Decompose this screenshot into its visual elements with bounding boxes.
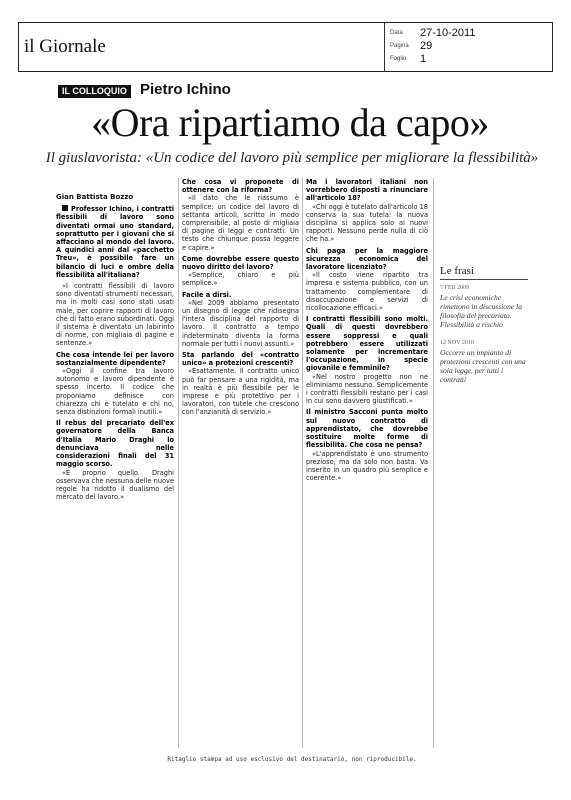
question: Che cosa intende lei per lavoro sostanzialmente dipendente? <box>56 350 174 367</box>
paragraph: «Esattamente. Il contratto unico può far pensare a una rigidità, ma in realtà è più flessibile per le imprese e più protettivo per i lavoratori, con tutele che crescono con l'anzianità di servizio.» <box>182 367 299 417</box>
question: Sta parlando del «contratto unico» a protezioni crescenti? <box>182 351 299 368</box>
meta-key: Pagina <box>390 42 409 49</box>
sidebar-quote <box>440 284 528 329</box>
question: Il ministro Sacconi punta molto sul nuovo contratto di apprendistato, che dovrebbe sostituire molte forme di flessibilità. Che cosa ne pensa? <box>306 408 428 450</box>
subheadline: Il giuslavorista: «Un codice del lavoro più semplice per migliorare la flessibilità» <box>45 150 539 166</box>
question: Che cosa vi proponete di ottenere con la riforma? <box>182 178 299 195</box>
meta-key: Foglio <box>390 55 407 62</box>
paragraph: «Chi oggi è tutelato dall'articolo 18 conserva la sua tutela: la nuova disciplina si applica solo ai nuovi rapporti. Nessuno perde nulla di ciò che ha.» <box>306 202 428 244</box>
quote-text: Le crisi economiche rimettono in discussione la filosofia del precariato. Flessibilità a rischio <box>440 293 523 329</box>
paragraph: «Nel nostro progetto non ne eliminiamo nessuno. Semplicemente i contratti flessibili restano per i casi in cui sono davvero giustificati.» <box>306 372 428 406</box>
meta-page-value: 29 <box>420 39 433 52</box>
quote-date: 7 FEB 2009 <box>440 285 470 291</box>
meta-row-page <box>390 39 475 52</box>
column-rule <box>433 178 434 748</box>
paragraph: «Il costo viene ripartito tra impresa e sistema pubblico, con un trattamento complementare di disoccupazione e servizi di ricollocazione efficaci.» <box>306 271 428 313</box>
lead-text: Professor Ichino, i contratti flessibili di lavoro sono diventati ormai uno standard, soprattutto per i giovani che si affacciano al mondo del lavoro. A quindici anni dal «pacchetto Treu», è possibile fare un bilancio di luci e ombre della flessibilità all'italiana? <box>56 205 174 279</box>
headline: «Ora ripartiamo da capo» <box>91 100 489 145</box>
meta-date-value: 27-10-2011 <box>420 26 476 39</box>
clipping-footer: Ritaglio stampa ad uso esclusivo del destinatario, non riproducibile. <box>167 756 417 763</box>
article-column-1 <box>56 175 174 750</box>
question: I contratti flessibili sono molti. Quali di questi dovrebbero essere soppressi e quali potrebbero essere utilizzati solamente per incrementare l'occupazione, in specie giovanile e femminile? <box>306 315 428 373</box>
sidebar-quote <box>440 339 528 384</box>
paragraph: «I contratti flessibili di lavoro sono diventati strumenti necessari, ma in molti casi sono stati usati male, per coprire rapporti di lavoro che di fatto erano subordinati. Oggi il sistema è diventato un labirinto di norme, con migliaia di pagine e sentenze.» <box>56 282 174 348</box>
article-column-2 <box>182 175 299 750</box>
paragraph: «Oggi il confine tra lavoro autonomo e lavoro dipendente è spesso incerto. Il codice che proponiamo definisce con chiarezza chi è tutelato e chi no, senza distinzioni formali inutili.» <box>56 367 174 417</box>
meta-key: Data <box>390 29 403 36</box>
question: Il rebus del precariato dell'ex governatore della Banca d'Italia Mario Draghi lo denunciava nelle considerazioni finali del 31 maggio scorso. <box>56 419 174 469</box>
interviewee-name: Pietro Ichino <box>140 81 231 98</box>
newspaper-name: il Giornale <box>24 36 106 57</box>
byline: Gian Battista Bozzo <box>56 193 134 201</box>
bullet-square-icon <box>62 205 68 211</box>
question: Come dovrebbe essere questo nuovo diritto del lavoro? <box>182 254 299 272</box>
masthead-meta <box>390 26 475 65</box>
question: Ma i lavoratori italiani non vorrebbero disposti a rinunciare all'articolo 18? <box>306 178 428 203</box>
kicker-label: IL COLLOQUIO <box>58 85 131 98</box>
column-rule <box>178 178 179 748</box>
sidebar-title: Le frasi <box>440 265 528 280</box>
column-rule <box>302 178 303 748</box>
quotes-sidebar <box>440 265 528 394</box>
meta-row-date <box>390 26 475 39</box>
paragraph: «È proprio quello. Draghi osservava che nessuna delle nuove regole ha ridotto il dualismo del mercato del lavoro.» <box>56 468 174 502</box>
lead-question <box>56 205 174 279</box>
quote-date: 12 NOV 2010 <box>440 340 474 346</box>
meta-row-sheet <box>390 52 475 65</box>
article-column-3 <box>306 175 428 750</box>
paragraph: «Il dato che le riassumo è semplice: un codice del lavoro di settanta articoli, scritto in modo comprensibile, al posto di migliaia di pagine di leggi e contratti. Un testo che chiunque possa leggere e capire.» <box>182 194 299 252</box>
question: Chi paga per la maggiore sicurezza economica del lavoratore licenziato? <box>306 246 428 272</box>
paragraph: «Nel 2009 abbiamo presentato un disegno di legge che ridisegna l'intera disciplina del rapporto di lavoro. Il contratto a tempo indeterminato diventa la forma normale per tutti i nuovi assunti.» <box>182 298 299 348</box>
masthead-divider <box>384 23 385 71</box>
paragraph: «L'apprendistato è uno strumento prezioso, ma da solo non basta. Va inserito in un quadro più semplice e coerente.» <box>306 449 428 483</box>
meta-sheet-value: 1 <box>420 52 427 65</box>
quote-text: Occorre un impianto di protezioni crescenti con una sola legge, per tutti i contratti <box>440 348 526 384</box>
paragraph: «Semplice, chiaro e più semplice.» <box>182 271 299 288</box>
question: Facile a dirsi. <box>182 290 232 299</box>
